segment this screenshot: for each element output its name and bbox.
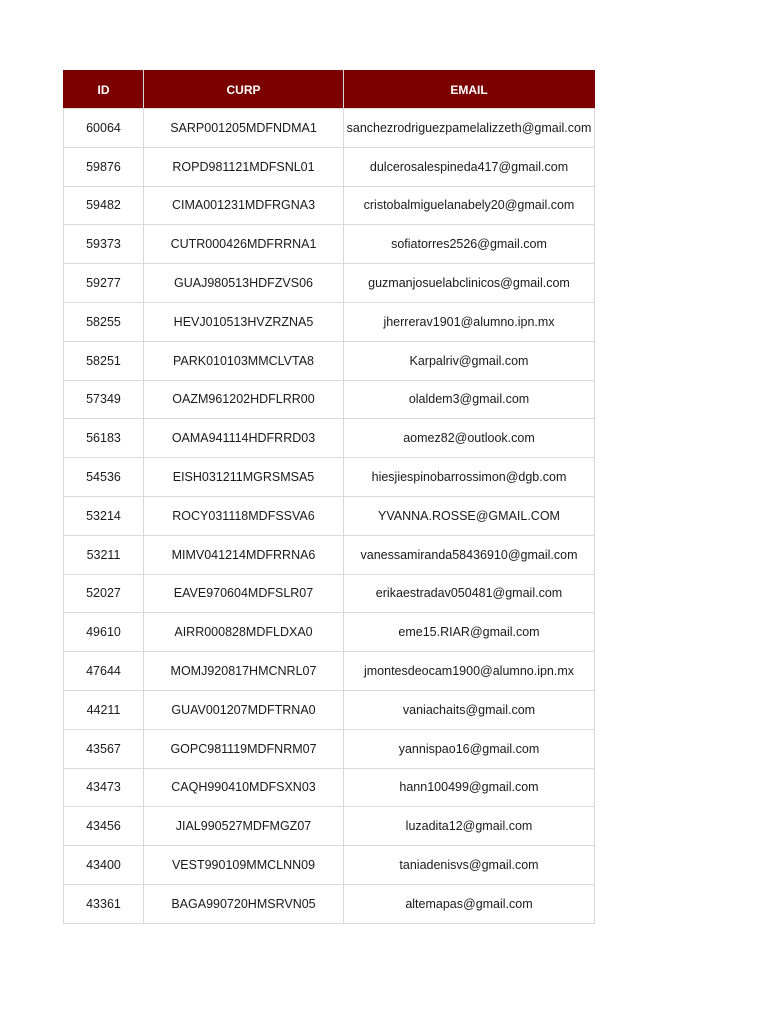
cell-email: Karpalriv@gmail.com — [344, 341, 595, 380]
cell-id: 58255 — [64, 302, 144, 341]
table-row — [64, 535, 595, 574]
cell-email: YVANNA.ROSSE@GMAIL.COM — [344, 496, 595, 535]
cell-id: 59373 — [64, 225, 144, 264]
cell-curp: CUTR000426MDFRRNA1 — [144, 225, 344, 264]
cell-id: 59876 — [64, 147, 144, 186]
cell-curp: ROCY031118MDFSSVA6 — [144, 496, 344, 535]
cell-id: 44211 — [64, 690, 144, 729]
cell-curp: EISH031211MGRSMSA5 — [144, 458, 344, 497]
cell-email: eme15.RIAR@gmail.com — [344, 613, 595, 652]
cell-id: 60064 — [64, 109, 144, 148]
cell-curp: GOPC981119MDFNRM07 — [144, 729, 344, 768]
cell-email: hiesjiespinobarrossimon@dgb.com — [344, 458, 595, 497]
cell-email: luzadita12@gmail.com — [344, 807, 595, 846]
cell-id: 43473 — [64, 768, 144, 807]
cell-curp: PARK010103MMCLVTA8 — [144, 341, 344, 380]
cell-email: dulcerosalespineda417@gmail.com — [344, 147, 595, 186]
cell-curp: OAZM961202HDFLRR00 — [144, 380, 344, 419]
header-id: ID — [64, 71, 144, 109]
cell-curp: MOMJ920817HMCNRL07 — [144, 652, 344, 691]
table-row — [64, 729, 595, 768]
cell-email: guzmanjosuelabclinicos@gmail.com — [344, 264, 595, 303]
cell-curp: OAMA941114HDFRRD03 — [144, 419, 344, 458]
table-row — [64, 458, 595, 497]
table-row — [64, 147, 595, 186]
header-email: EMAIL — [344, 71, 595, 109]
table-row — [64, 264, 595, 303]
cell-curp: CAQH990410MDFSXN03 — [144, 768, 344, 807]
cell-id: 56183 — [64, 419, 144, 458]
cell-curp: JIAL990527MDFMGZ07 — [144, 807, 344, 846]
table-row — [64, 652, 595, 691]
cell-curp: GUAV001207MDFTRNA0 — [144, 690, 344, 729]
cell-id: 43400 — [64, 846, 144, 885]
cell-id: 43456 — [64, 807, 144, 846]
cell-email: cristobalmiguelanabely20@gmail.com — [344, 186, 595, 225]
table-row — [64, 574, 595, 613]
cell-id: 49610 — [64, 613, 144, 652]
cell-email: sofiatorres2526@gmail.com — [344, 225, 595, 264]
cell-curp: GUAJ980513HDFZVS06 — [144, 264, 344, 303]
table-row — [64, 186, 595, 225]
cell-email: jherrerav1901@alumno.ipn.mx — [344, 302, 595, 341]
cell-id: 59277 — [64, 264, 144, 303]
header-curp: CURP — [144, 71, 344, 109]
table-row — [64, 496, 595, 535]
table-body — [64, 109, 595, 924]
cell-email: vanessamiranda58436910@gmail.com — [344, 535, 595, 574]
cell-id: 59482 — [64, 186, 144, 225]
cell-id: 43567 — [64, 729, 144, 768]
cell-id: 52027 — [64, 574, 144, 613]
table-row — [64, 302, 595, 341]
cell-curp: MIMV041214MDFRRNA6 — [144, 535, 344, 574]
cell-email: sanchezrodriguezpamelalizzeth@gmail.com — [344, 109, 595, 148]
cell-curp: BAGA990720HMSRVN05 — [144, 884, 344, 923]
table-row — [64, 807, 595, 846]
cell-id: 47644 — [64, 652, 144, 691]
cell-email: olaldem3@gmail.com — [344, 380, 595, 419]
table-row — [64, 419, 595, 458]
cell-email: hann100499@gmail.com — [344, 768, 595, 807]
cell-email: vaniachaits@gmail.com — [344, 690, 595, 729]
table-row — [64, 613, 595, 652]
cell-email: erikaestradav050481@gmail.com — [344, 574, 595, 613]
cell-email: jmontesdeocam1900@alumno.ipn.mx — [344, 652, 595, 691]
cell-curp: VEST990109MMCLNN09 — [144, 846, 344, 885]
cell-email: yannispao16@gmail.com — [344, 729, 595, 768]
cell-id: 53214 — [64, 496, 144, 535]
table-row — [64, 884, 595, 923]
data-sheet — [63, 70, 594, 924]
cell-curp: EAVE970604MDFSLR07 — [144, 574, 344, 613]
cell-id: 53211 — [64, 535, 144, 574]
cell-curp: HEVJ010513HVZRZNA5 — [144, 302, 344, 341]
records-table — [63, 70, 595, 924]
cell-id: 54536 — [64, 458, 144, 497]
table-row — [64, 341, 595, 380]
table-row — [64, 690, 595, 729]
cell-curp: SARP001205MDFNDMA1 — [144, 109, 344, 148]
cell-id: 43361 — [64, 884, 144, 923]
cell-email: aomez82@outlook.com — [344, 419, 595, 458]
cell-email: taniadenisvs@gmail.com — [344, 846, 595, 885]
table-row — [64, 380, 595, 419]
header-row — [64, 71, 595, 109]
cell-curp: AIRR000828MDFLDXA0 — [144, 613, 344, 652]
cell-curp: CIMA001231MDFRGNA3 — [144, 186, 344, 225]
cell-curp: ROPD981121MDFSNL01 — [144, 147, 344, 186]
table-row — [64, 109, 595, 148]
cell-email: altemapas@gmail.com — [344, 884, 595, 923]
cell-id: 57349 — [64, 380, 144, 419]
table-row — [64, 225, 595, 264]
cell-id: 58251 — [64, 341, 144, 380]
table-row — [64, 846, 595, 885]
table-row — [64, 768, 595, 807]
